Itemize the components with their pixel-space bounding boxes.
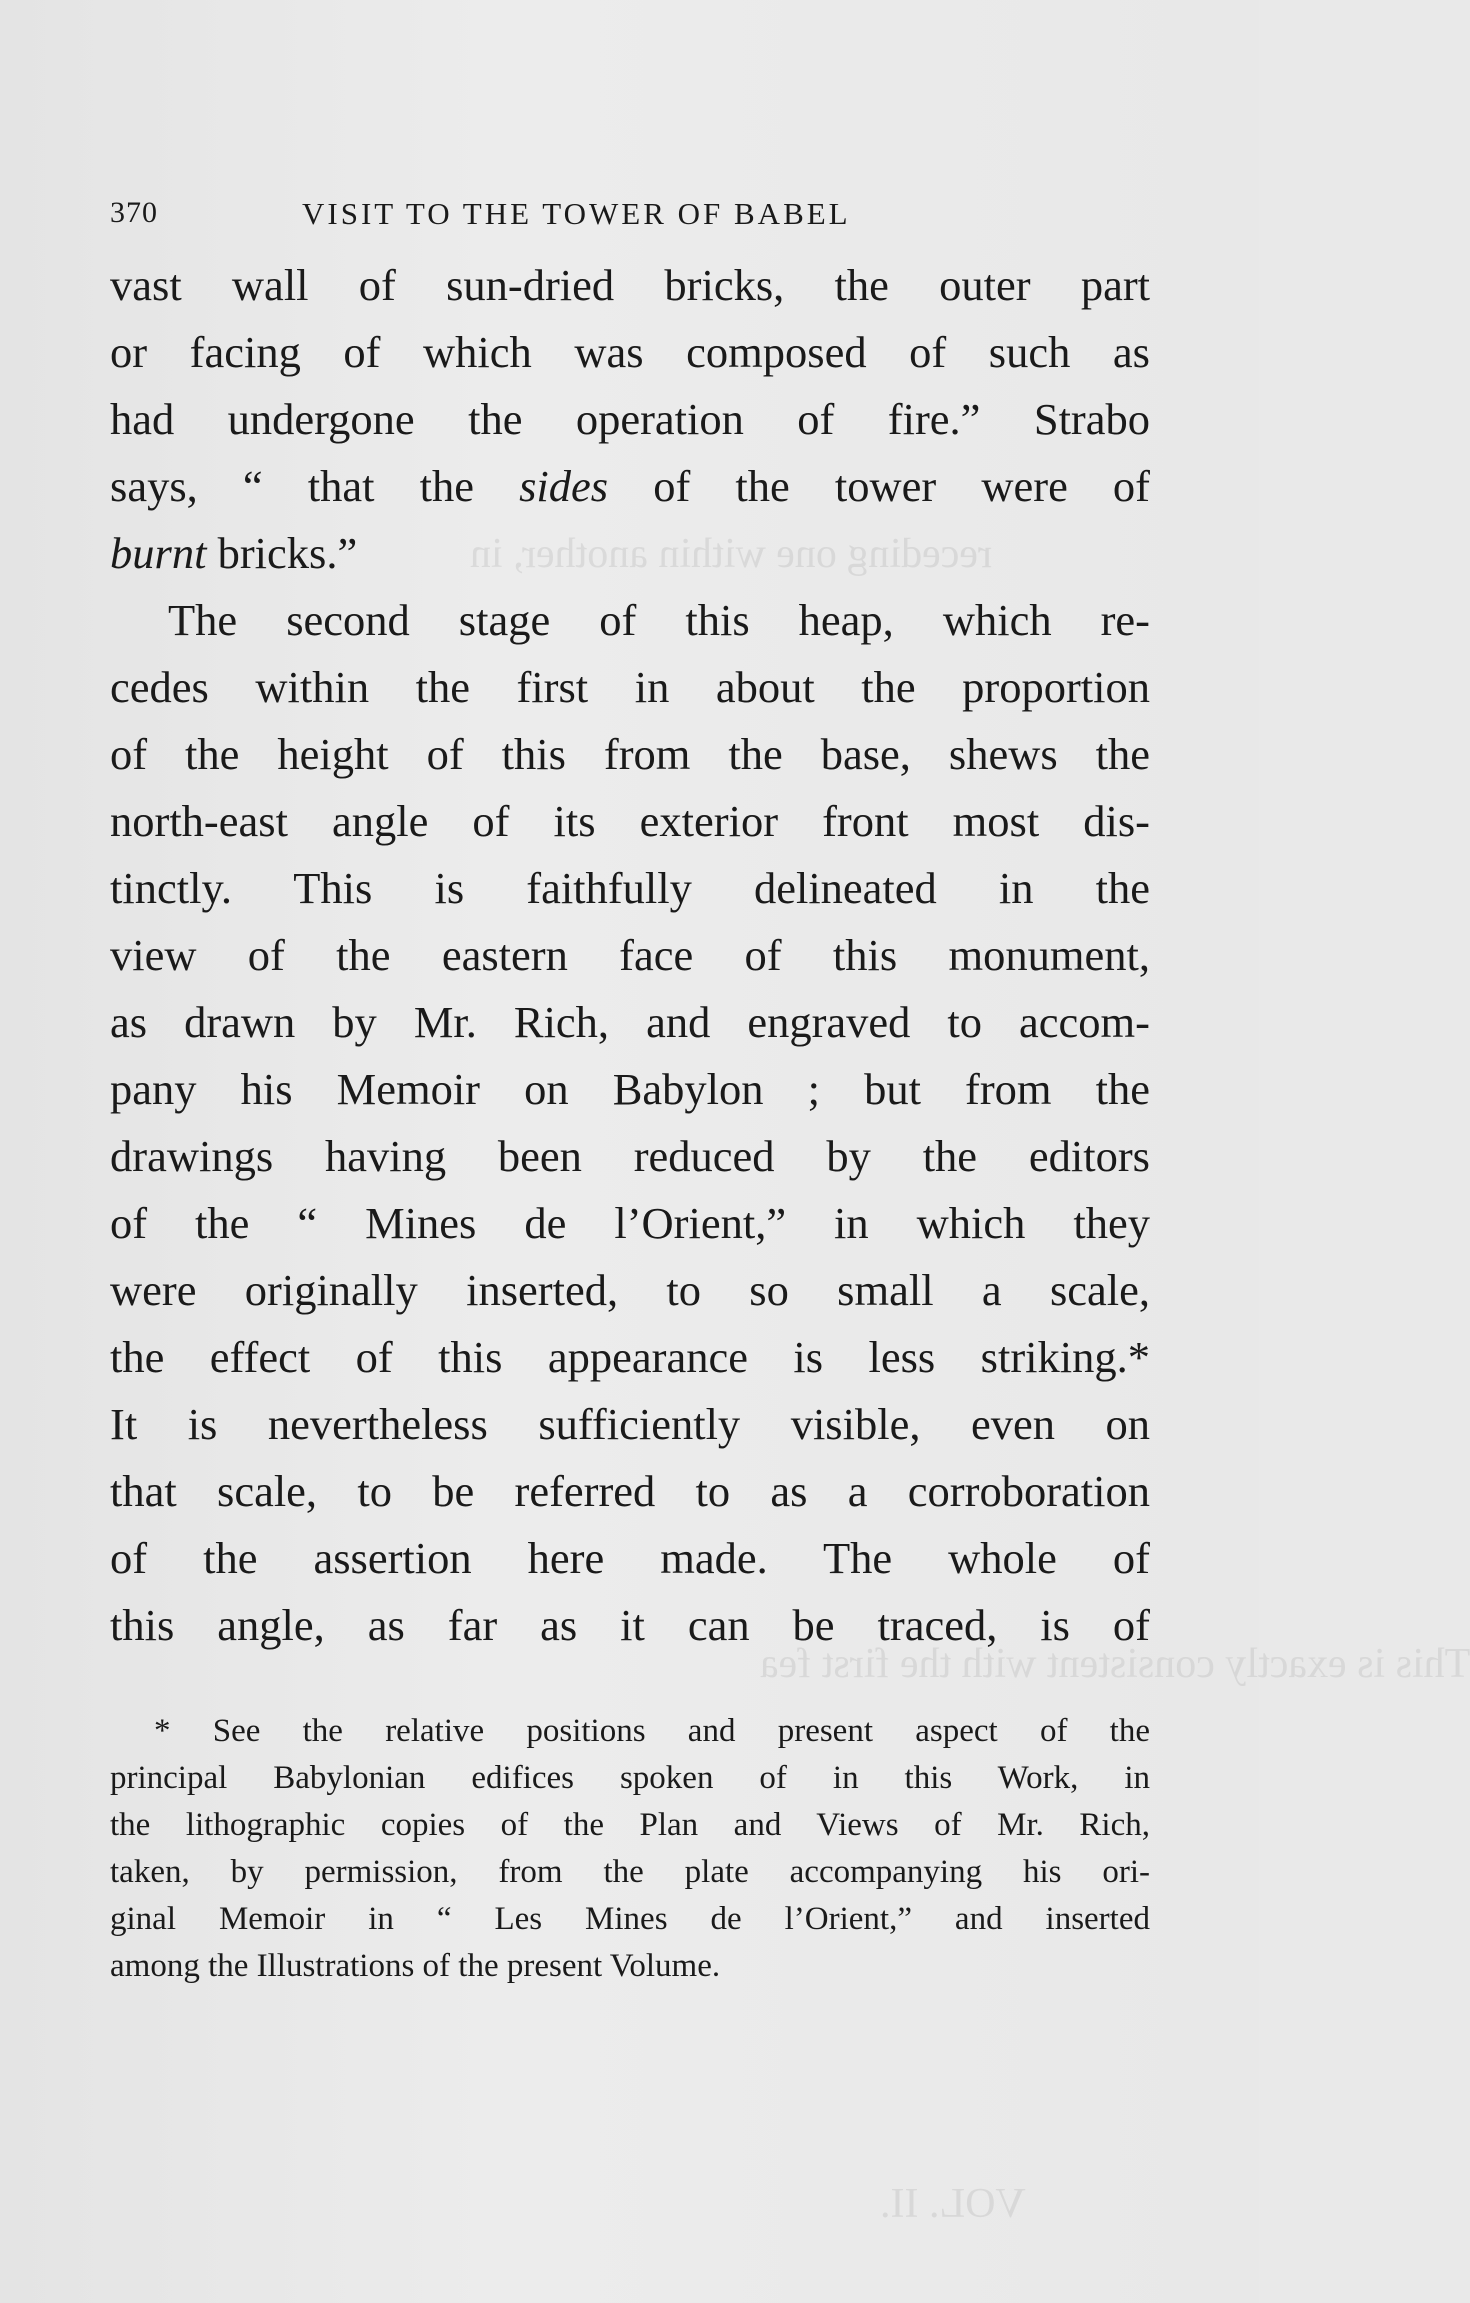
text-line: the effect of this appearance is less striking.*: [110, 1332, 1150, 1382]
footnote-line: the lithographic copies of the Plan and Views of Mr. Rich,: [110, 1807, 1150, 1843]
text-line: view of the eastern face of this monument,: [110, 930, 1150, 980]
footnote-line: ginal Memoir in “ Les Mines de l’Orient,” and inserted: [110, 1901, 1150, 1937]
text-line: tinctly. This is faithfully delineated in the: [110, 863, 1150, 913]
footnote-line: principal Babylonian edifices spoken of in this Work, in: [110, 1760, 1150, 1796]
text-line: burnt bricks.”: [110, 528, 358, 578]
footnote: [110, 1708, 1150, 1990]
show-through-text: VOL. II.: [880, 2181, 1026, 2227]
text-line: vast wall of sun-dried bricks, the outer part: [110, 260, 1150, 310]
text-line: that scale, to be referred to as a corroboration: [110, 1466, 1150, 1516]
text-line: north-east angle of its exterior front most dis-: [110, 796, 1150, 846]
footnote-line: * See the relative positions and present aspect of the: [154, 1713, 1150, 1749]
italic-word: burnt: [110, 528, 207, 578]
text-line: It is nevertheless sufficiently visible, even on: [110, 1399, 1150, 1449]
running-head: [110, 196, 1150, 236]
text-line: of the “ Mines de l’Orient,” in which they: [110, 1198, 1150, 1248]
text-line: pany his Memoir on Babylon ; but from the: [110, 1064, 1150, 1114]
text-line: of the assertion here made. The whole of: [110, 1533, 1150, 1583]
text-line: of the height of this from the base, shews the: [110, 729, 1150, 779]
text-line: this angle, as far as it can be traced, is of: [110, 1600, 1150, 1650]
text-line: or facing of which was composed of such as: [110, 327, 1150, 377]
page-number: 370: [110, 196, 158, 229]
text-line: as drawn by Mr. Rich, and engraved to accom-: [110, 997, 1150, 1047]
text-line: drawings having been reduced by the editors: [110, 1131, 1150, 1181]
main-text: [110, 252, 1150, 1659]
text-line: cedes within the first in about the proportion: [110, 662, 1150, 712]
text-line: had undergone the operation of fire.” Strabo: [110, 394, 1150, 444]
text-line: says, “ that the sides of the tower were of: [110, 461, 1151, 511]
italic-word: sides: [519, 461, 609, 511]
text-line: The second stage of this heap, which re-: [168, 595, 1150, 645]
show-through-text: receding one within another, in: [470, 531, 992, 577]
show-through-text: This is exactly consistent with the first fea: [760, 1641, 1470, 1687]
footnote-line: taken, by permission, from the plate accompanying his ori-: [110, 1854, 1150, 1890]
running-title: VISIT TO THE TOWER OF BABEL: [302, 196, 851, 231]
footnote-line: among the Illustrations of the present Volume.: [110, 1948, 721, 1984]
text-line: were originally inserted, to so small a scale,: [110, 1265, 1150, 1315]
